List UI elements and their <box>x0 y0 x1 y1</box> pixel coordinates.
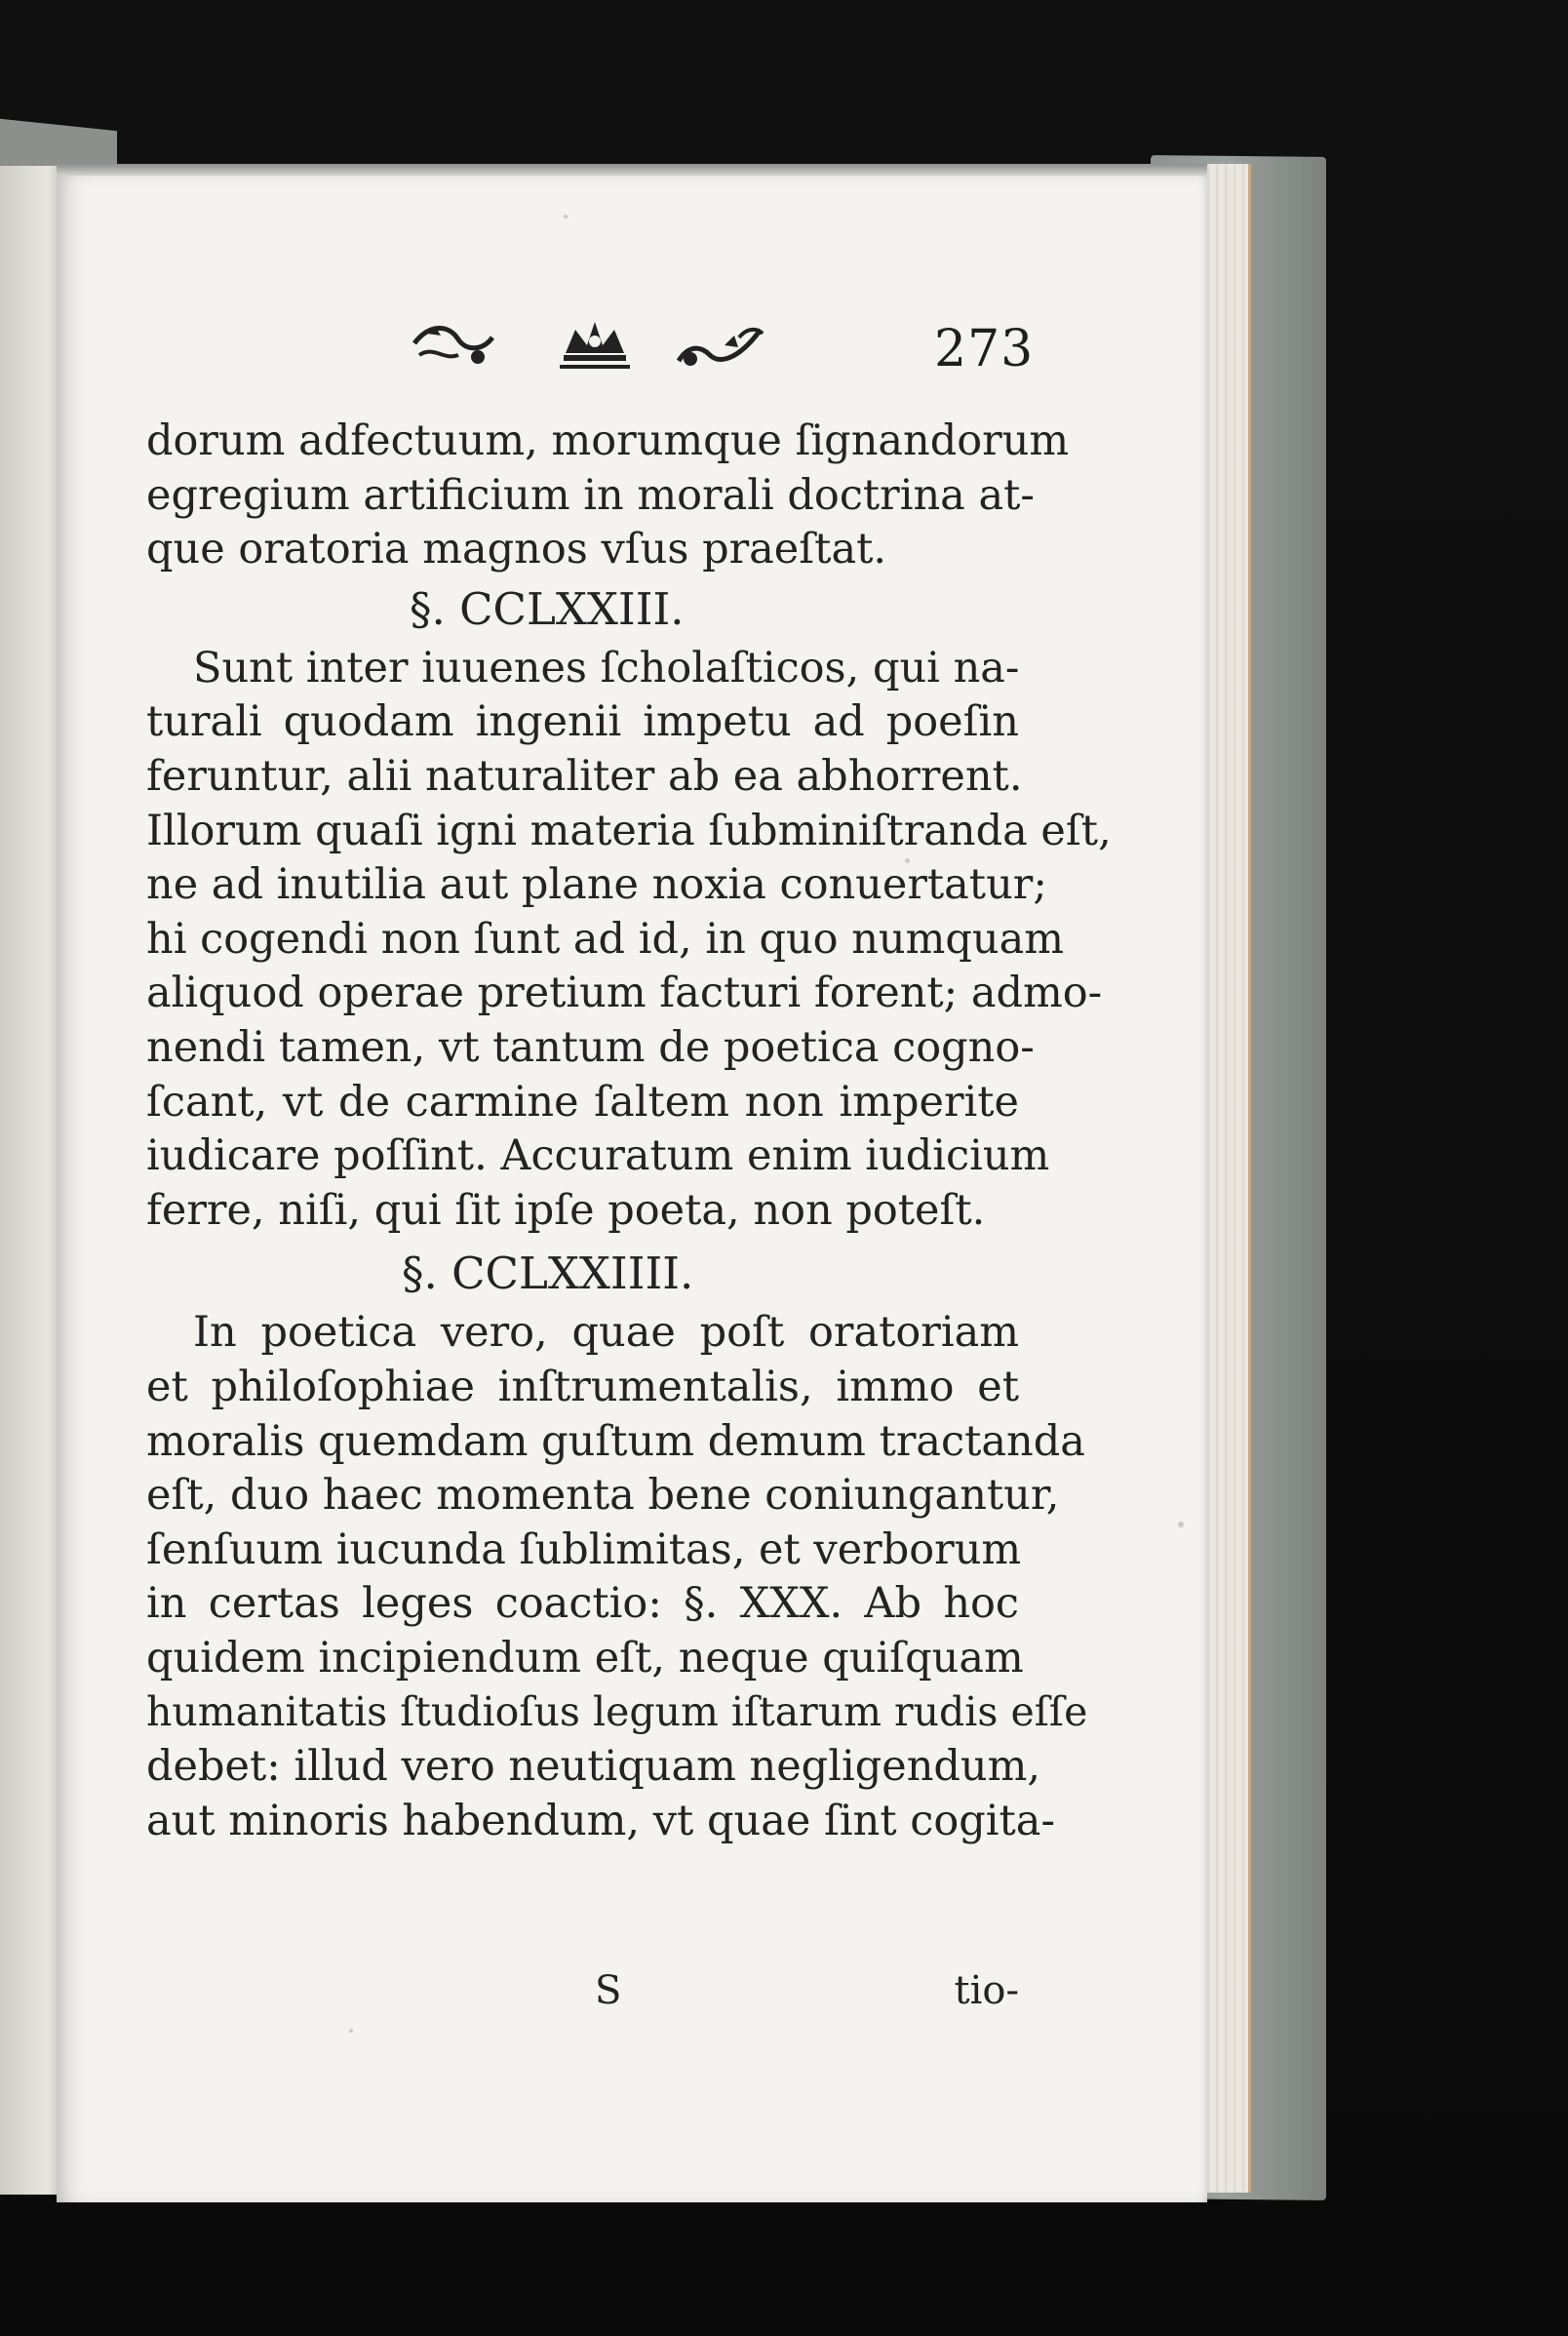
text-line: debet: illud vero neutiquam negligendum, <box>146 1742 1041 1792</box>
text-line: humanitatis ſtudioſus legum iſtarum rudis eſſe <box>146 1688 1088 1736</box>
text-line: eſt, duo haec momenta bene coniungantur, <box>146 1471 1060 1521</box>
text-line: ne ad inutilia aut plane noxia conuertatur; <box>146 860 1047 910</box>
text-line: ſenſuum iucunda ſublimitas, et verborum <box>146 1524 1022 1574</box>
page-footer <box>146 1968 1019 2027</box>
text-line: quidem incipiendum eſt, neque quiſquam <box>146 1633 1024 1683</box>
catchword: tio- <box>954 1968 1019 2013</box>
text-line: aut minoris habendum, vt quae ſint cogita- <box>146 1796 1055 1845</box>
signature-mark: S <box>595 1968 622 2013</box>
text-line: que oratoria magnos vſus praeſtat. <box>146 525 887 574</box>
text-line: feruntur, alii naturaliter ab ea abhorrent. <box>146 751 1023 801</box>
section-heading: §. CCLXXIII. <box>410 582 685 635</box>
text-line: dorum adfectuum, morumque ſignandorum <box>146 416 1070 465</box>
text-line: In poetica vero, quae poſt oratoriam <box>193 1308 1019 1358</box>
page-header <box>410 312 1035 390</box>
text-line: Illorum quaſi igni materia ſubminiſtranda eſt, <box>146 806 1112 855</box>
page-text <box>146 415 1112 1848</box>
text-line: turali quodam ingenii impetu ad poeſin <box>146 697 1019 747</box>
text-line: ſcant, vt de carmine ſaltem non imperite <box>146 1077 1019 1127</box>
text-line: Sunt inter iuuenes ſcholaſticos, qui na- <box>193 643 1020 693</box>
text-line: nendi tamen, vt tantum de poetica cogno- <box>146 1022 1035 1072</box>
leaf-scroll-ornament-icon <box>410 316 497 375</box>
text-line: egregium artificium in morali doctrina at- <box>146 470 1035 520</box>
paper-speck <box>564 215 568 218</box>
paper-speck <box>349 2029 353 2033</box>
text-line: moralis quemdam guſtum demum tractanda <box>146 1416 1085 1466</box>
paper-speck <box>1178 1522 1184 1527</box>
section-heading: §. CCLXXIIII. <box>402 1247 694 1300</box>
text-line: aliquod operae pretium facturi forent; admo- <box>146 969 1103 1018</box>
text-line: in certas leges coactio: §. XXX. Ab hoc <box>146 1579 1019 1629</box>
text-line: hi cogendi non ſunt ad id, in quo numquam <box>146 914 1065 964</box>
text-line: iudicare poſſint. Accuratum enim iudicium <box>146 1131 1050 1181</box>
text-line: ferre, niſi, qui ſit ipſe poeta, non poteſt. <box>146 1185 986 1235</box>
text-line: et philoſophiae inſtrumentalis, immo et <box>146 1362 1019 1411</box>
crown-ornament-icon <box>546 316 644 375</box>
leaf-scroll-ornament-icon <box>671 316 768 375</box>
page-number: 273 <box>934 320 1035 378</box>
